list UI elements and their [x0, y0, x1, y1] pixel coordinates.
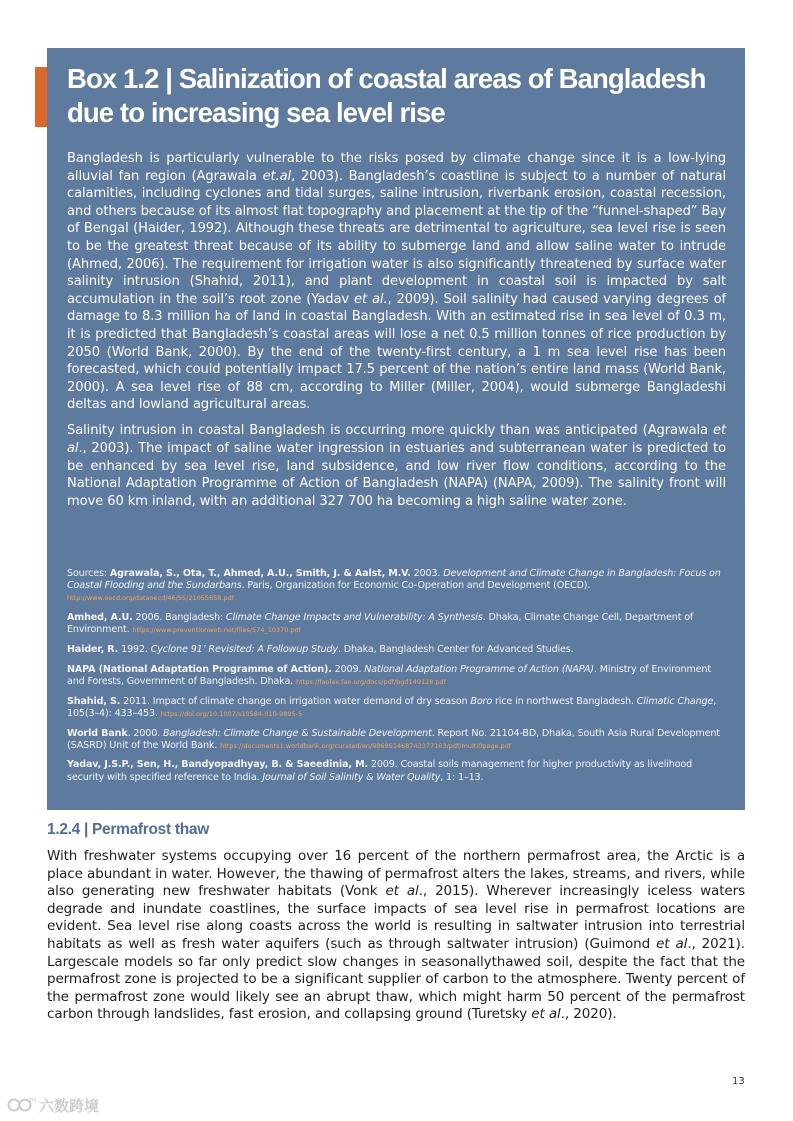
italic-text: et al: [385, 883, 419, 900]
text-run: , 105(3–4): 433–453.: [67, 695, 717, 719]
watermark: [7, 1094, 99, 1116]
source-entry: [67, 728, 726, 752]
text-run: . Paris, Organization for Economic Co-Operation and Development (OECD).: [241, 580, 591, 592]
box-title: Box 1.2 | Salinization of coastal areas of Bangladesh due to increasing sea level rise: [67, 63, 706, 128]
page-number: 13: [732, 1076, 745, 1087]
italic-text: Journal of Soil Salinity & Water Quality: [262, 771, 441, 783]
italic-text: Development and Climate Change in Bangladesh: Focus on Coastal Flooding and the Sundarbans: [67, 568, 721, 592]
source-link[interactable]: https://faolex.fao.org/docs/pdf/bgd149128.pdf: [295, 677, 446, 686]
source-link[interactable]: http://www.oecd.org/dataoecd/46/55/21055658.pdf: [67, 594, 235, 603]
text-run: rice in northwest Bangladesh.: [492, 695, 637, 707]
text-run: ., 2003). The impact of saline water ingression in estuaries and subterranean water is predicted to be enhanced by sea level rise, land subsidence, and low river flow conditions, according to the National Adaptation Programme of Action of Bangladesh (NAPA) (NAPA, 2009). The salinity front will move 60 km inland, with an additional 327 700 ha becoming a high saline water zone.: [67, 441, 726, 509]
italic-text: National Adaptation Programme of Action (NAPA): [364, 663, 594, 675]
text-run: , 2009). Soil salinity had caused varying degrees of damage to 8.3 million ha of land in coastal Bangladesh. With an estimated rise in sea level of 0.3 m, it is predicted that Bangladesh’s coastal areas will lose a net 0.5 million tonnes of rice production by 2050 (World Bank, 2000). By the end of the twenty-first century, a 1 m sea level rise has been forecasted, which could potentially impact 17.5 percent of the nation’s entire land mass (World Bank, 2000). A sea level rise of 88 cm, according to Miller (Miller, 2004), would submerge Bangladeshi deltas and lowland agricultural areas.: [67, 291, 726, 413]
text-run: 2009. Coastal soils management for higher productivity as livelihood security with specified reference to India.: [67, 759, 693, 783]
italic-text: Climate Change Impacts and Vulnerability: A Synthesis: [225, 612, 483, 624]
source-author: Amhed, A.U.: [67, 612, 133, 624]
watermark-logo-icon: [7, 1096, 35, 1114]
source-author: NAPA (National Adaptation Programme of Action).: [67, 663, 332, 675]
text-run: 2006. Bangladesh:: [132, 612, 226, 624]
source-author: Yadav, J.S.P., Sen, H., Bandyopadhyay, B. & Saeedinia, M.: [67, 759, 368, 771]
text-run: . Dhaka, Bangladesh Center for Advanced Studies.: [337, 644, 574, 656]
source-author: World Bank: [67, 727, 128, 739]
source-entry: [67, 644, 726, 656]
text-run: . Dhaka, Climate Change Cell, Department of Environment.: [67, 612, 694, 636]
text-run: ., 2021). Largescale models so far only predict slow changes in seasonallythawed soil, despite the fact that the permafrost zone is projected to be a significant supplier of carbon to the atmosphere. Twenty percent of the permafrost zone would likely see an abrupt thaw, which might harm 50 percent of the permafrost carbon through landslides, fast erosion, and collapsing ground (Turetsky: [47, 935, 745, 1023]
italic-text: et.al: [262, 168, 292, 184]
watermark-text: 六数跨境: [39, 1096, 100, 1115]
text-run: . Ministry of Environment and Forests, Government of Bangladesh. Dhaka.: [67, 663, 711, 687]
source-link[interactable]: https://doi.org/10.1007/s10584-010-9895-5: [160, 709, 303, 718]
text-run: 1992.: [118, 644, 151, 656]
source-entry: [67, 759, 726, 783]
italic-text: et al.: [354, 291, 388, 307]
italic-text: et al: [531, 1006, 561, 1023]
box-body: [67, 150, 726, 519]
italic-text: Cyclone 91’ Revisited: A Followup Study: [150, 644, 338, 656]
italic-text: et al: [67, 423, 726, 456]
source-author: Shahid, S.: [67, 695, 121, 707]
text-run: ., 2020).: [560, 1006, 617, 1023]
text-run: , 2003). Bangladesh’s coastline is subject to a number of natural calamities, including cyclones and tidal surges, saline intrusion, riverbank erosion, coastal recession, and others because of its almost flat topography and placement at the tip of the “funnel-shaped” Bay of Bengal (Haider, 1992). Although these threats are detrimental to agriculture, sea level rise is seen to be the greatest threat because of its ability to submerge land and allow saline water to intrude (Ahmed, 2006). The requirement for irrigation water is also significantly threatened by surface water salinity intrusion (Shahid, 2011), and plant development in coastal soil is impacted by salt accumulation in the soil’s root zone (Yadav: [67, 168, 726, 307]
text-run: . 2000.: [127, 727, 163, 739]
source-entry: [67, 664, 726, 688]
text-run: . Report No. 21104-BD, Dhaka, South Asia Rural Development (SASRD) Unit of the World Bank.: [67, 727, 720, 751]
text-run: 2009.: [331, 663, 365, 675]
source-author: Agrawala, S., Ota, T., Ahmed, A.U., Smith, J. & Aalst, M.V.: [109, 568, 411, 579]
text-run: With freshwater systems occupying over 16 percent of the northern permafrost area, the Arctic is a place abundant in water. However, the thawing of permafrost alters the lakes, streams, and rivers, while also generating new freshwater habitats (Vonk: [47, 848, 745, 900]
box-paragraph: [67, 422, 726, 510]
italic-text: et al: [656, 935, 688, 952]
italic-text: Bangladesh: Climate Change & Sustainable Development: [162, 727, 432, 739]
text-run: Sources:: [67, 568, 110, 579]
source-entry: [67, 696, 726, 720]
source-entry: [67, 568, 726, 605]
section-heading: 1.2.4 | Permafrost thaw: [47, 821, 209, 838]
source-link[interactable]: https://www.preventionweb.net/files/574_10370.pdf: [132, 626, 301, 635]
source-link[interactable]: https://documents1.worldbank.org/curated/en/906951468743377163/pdf/multi0page.pdf: [220, 741, 512, 750]
box-paragraph: [67, 150, 726, 414]
sources-list: [67, 568, 726, 791]
svg-text:TM: TM: [29, 1098, 37, 1104]
info-box: [47, 48, 745, 810]
italic-text: Climatic Change: [636, 695, 714, 707]
source-entry: [67, 612, 726, 636]
text-run: 2003.: [410, 568, 444, 579]
text-run: Bangladesh is particularly vulnerable to the risks posed by climate change since it is a low-lying alluvial fan region (Agrawala: [67, 151, 726, 184]
text-run: 2011. Impact of climate change on irrigation water demand of dry season: [120, 695, 471, 707]
text-run: , 1: 1–13.: [440, 771, 484, 783]
source-author: Haider, R.: [67, 644, 119, 656]
italic-text: Boro: [470, 695, 493, 707]
text-run: Salinity intrusion in coastal Bangladesh is occurring more quickly than was anticipated (Agrawala: [67, 423, 713, 439]
text-run: ., 2015). Wherever increasingly iceless waters degrade and inundate coastlines, the surface impacts of sea level rise in permafrost locations are evident. Sea level rise along coasts across the world is resulting in saltwater intrusion into terrestrial habitats as well as fresh water aquifers (such as through saltwater intrusion) (Guimond: [47, 883, 746, 952]
section-body: [47, 848, 745, 1024]
